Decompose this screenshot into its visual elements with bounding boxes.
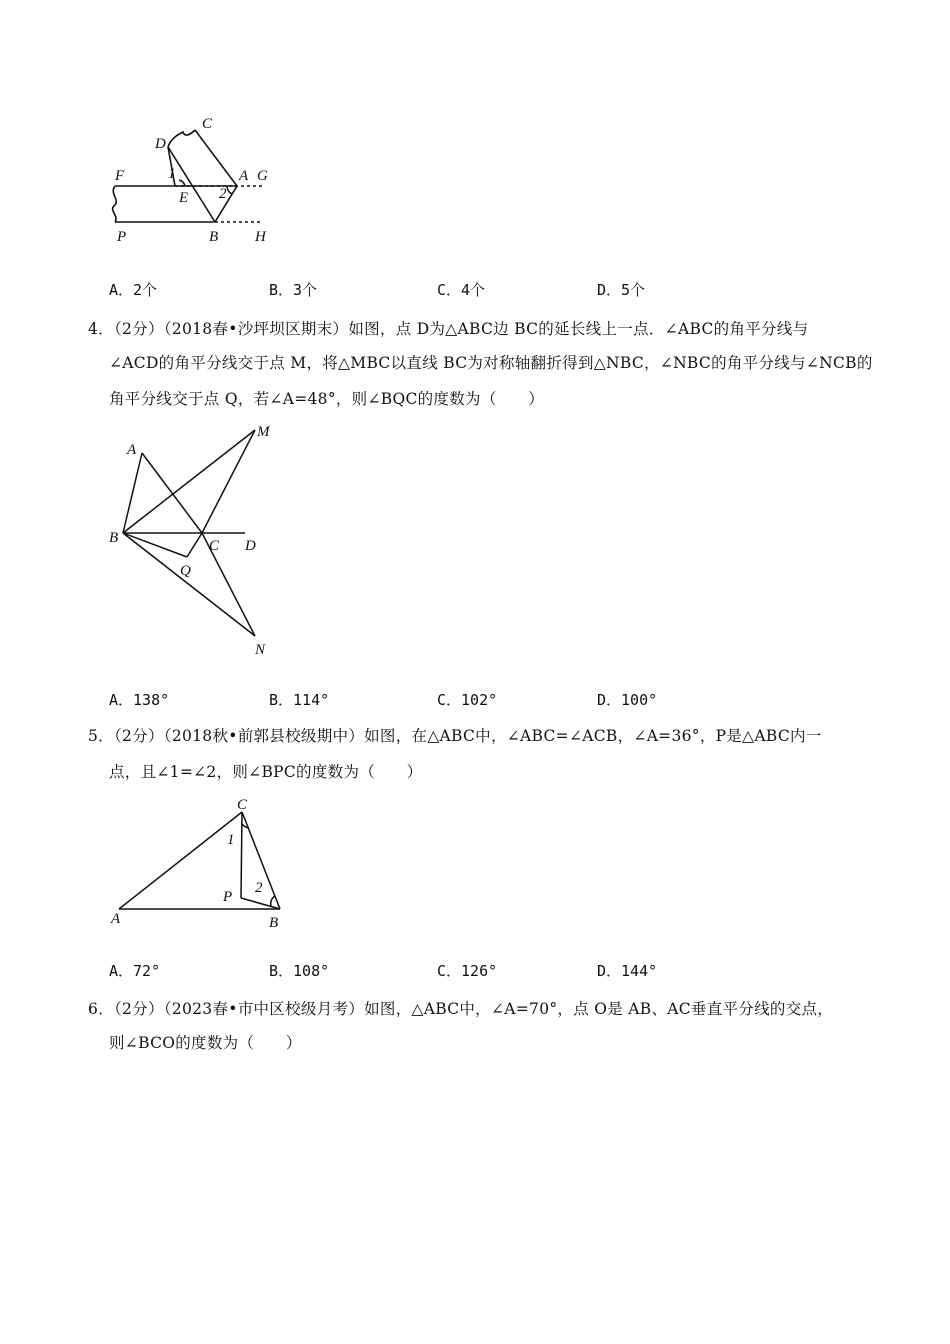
- q3-option-b[interactable]: B．3个: [269, 281, 318, 299]
- q4-label-B: B: [109, 530, 119, 546]
- q3-label-F: F: [115, 168, 125, 184]
- q3-label-P: P: [117, 229, 127, 245]
- q4-label-C: C: [209, 538, 220, 554]
- q5-label-C: C: [237, 797, 248, 813]
- q3-option-d[interactable]: D．5个: [597, 281, 646, 299]
- q4-option-a[interactable]: A．138°: [109, 691, 170, 709]
- q4-stem-line-2: ∠ACD的角平分线交于点 M，将△MBC以直线 BC为对称轴翻折得到△NBC，∠NBC的角平分线与∠NCB的: [109, 354, 873, 372]
- q3-label-B: B: [209, 229, 219, 245]
- q5-label-1: 1: [227, 832, 235, 848]
- q3-option-a[interactable]: A．2个: [109, 281, 158, 299]
- q3-label-1: 1: [168, 166, 176, 182]
- q3-label-H: H: [255, 229, 266, 245]
- q4-option-c[interactable]: C．102°: [437, 691, 498, 709]
- q4-label-N: N: [255, 642, 266, 658]
- q3-label-C: C: [202, 116, 213, 132]
- q3-label-2: 2: [219, 186, 227, 202]
- q5-option-b[interactable]: B．108°: [269, 962, 330, 980]
- q6-stem-line-1: 6．（2分）（2023春•市中区校级月考）如图，△ABC中，∠A=70°，点 O是 AB、AC垂直平分线的交点，: [88, 1000, 834, 1018]
- q4-figure: [105, 420, 285, 660]
- q5-option-c[interactable]: C．126°: [437, 962, 498, 980]
- q5-label-P: P: [223, 889, 233, 905]
- q4-label-M: M: [257, 424, 270, 440]
- q5-option-a[interactable]: A．72°: [109, 962, 161, 980]
- q5-stem-line-2: 点，且∠1=∠2，则∠BPC的度数为（ ）: [109, 763, 423, 781]
- q5-label-2: 2: [255, 880, 263, 896]
- q4-label-D: D: [245, 538, 256, 554]
- q4-stem-line-1: 4．（2分）（2018春•沙坪坝区期末）如图，点 D为△ABC边 BC的延长线上一点．∠ABC的角平分线与: [88, 320, 809, 338]
- q3-label-A: A: [239, 168, 249, 184]
- q4-stem-line-3: 角平分线交于点 Q，若∠A=48°，则∠BQC的度数为（ ）: [109, 390, 545, 408]
- q5-option-d[interactable]: D．144°: [597, 962, 658, 980]
- q3-label-G: G: [257, 168, 268, 184]
- q3-label-E: E: [179, 190, 189, 206]
- q5-stem-line-1: 5．（2分）（2018秋•前郭县校级期中）如图，在△ABC中，∠ABC=∠ACB，∠A=36°，P是△ABC内一: [88, 727, 822, 745]
- q6-stem-line-2: 则∠BCO的度数为（ ）: [109, 1034, 302, 1052]
- q4-label-A: A: [127, 442, 137, 458]
- q4-option-d[interactable]: D．100°: [597, 691, 658, 709]
- q5-label-B: B: [269, 915, 279, 931]
- q4-label-Q: Q: [180, 563, 191, 579]
- q3-label-D: D: [155, 136, 166, 152]
- q4-option-b[interactable]: B．114°: [269, 691, 330, 709]
- q5-label-A: A: [111, 911, 121, 927]
- q3-option-c[interactable]: C．4个: [437, 281, 486, 299]
- q3-figure: [105, 110, 285, 250]
- q5-figure: [105, 792, 295, 942]
